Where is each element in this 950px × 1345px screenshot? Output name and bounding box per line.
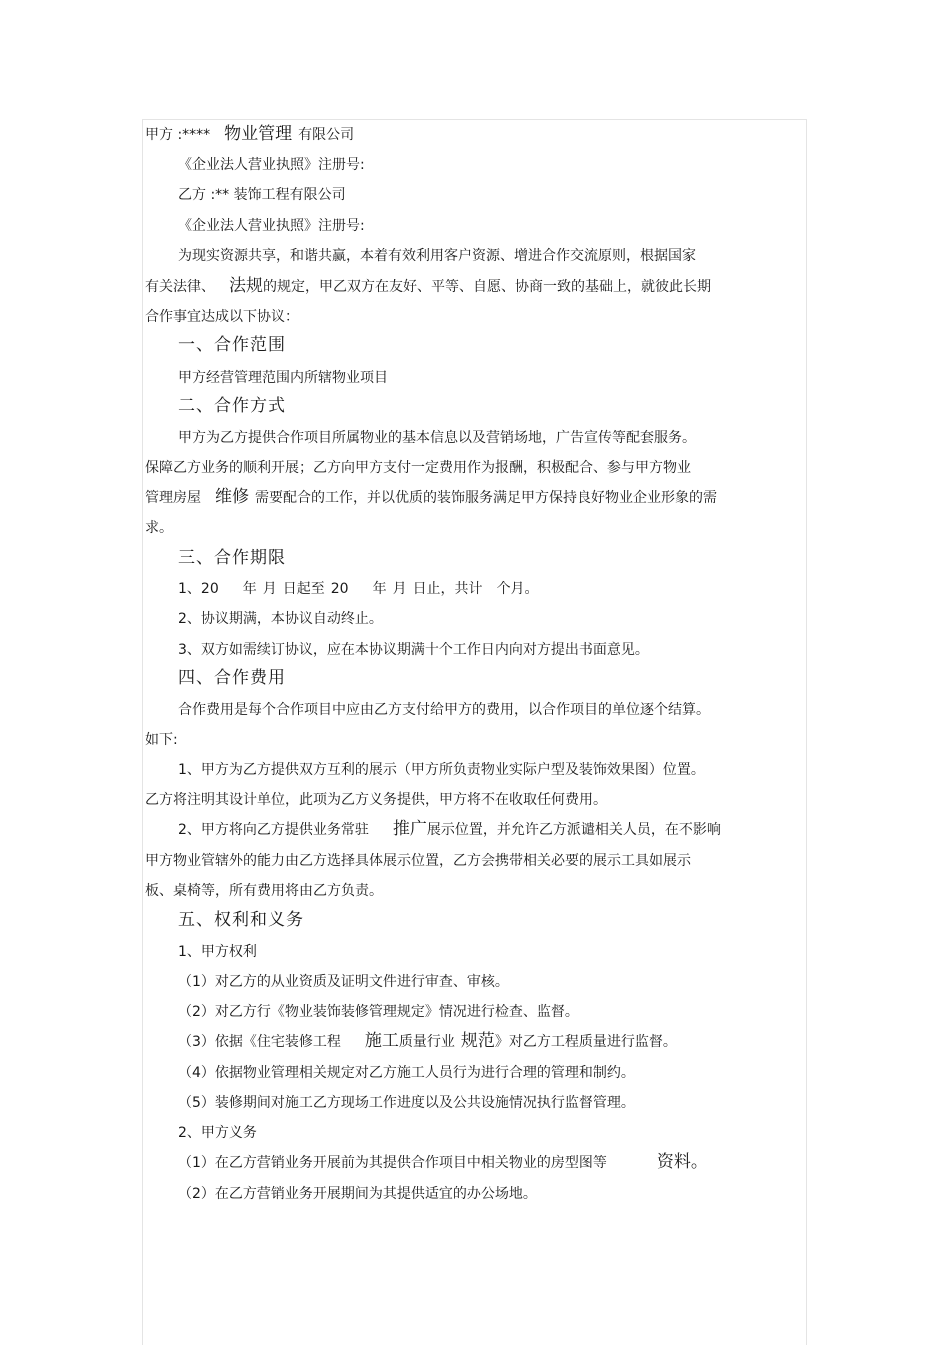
party-a-line [145,124,354,145]
section-4-line-2: 如下: [145,732,178,748]
duties-title: 2、甲方义务 [178,1125,257,1141]
section-2-line-3-big: 维修 [215,487,249,507]
term-end-year: 20 [330,581,349,597]
right-2: （2）对乙方行《物业装饰装修管理规定》情况进行检查、监督。 [178,1004,579,1020]
right-3-a: （3）依据《住宅装修工程 [178,1034,341,1050]
section-3-item-2: 2、协议期满，本协议自动终止。 [178,611,383,627]
section-4-item-2-line-3: 板、桌椅等，所有费用将由乙方负责。 [145,883,383,899]
right-3-big-1: 施工 [364,1031,399,1051]
section-4-item-2-big: 推广 [392,819,427,839]
intro-line-3: 合作事宜达成以下协议： [145,309,299,325]
section-3-title: 三、合作期限 [178,548,286,568]
duty-1-big: 资料。 [656,1152,708,1172]
intro-line-2-a: 有关法律、 [145,279,215,295]
section-4-line-1: 合作费用是每个合作项目中应由乙方支付给甲方的费用，以合作项目的单位逐个结算。 [178,702,710,718]
term-months-label: 个月。 [496,581,539,597]
section-1-title: 一、合作范围 [178,335,286,355]
party-a-name: 物业管理 [224,124,293,144]
term-start-year: 1、20 [178,581,219,597]
license-a: 《企业法人营业执照》注册号: [178,157,365,173]
right-1: （1）对乙方的从业资质及证明文件进行审查、审核。 [178,974,509,990]
section-2-line-3-b: 需要配合的工作，并以优质的装饰服务满足甲方保持良好物业企业形象的需 [255,490,717,506]
section-4-item-2-b: 展示位置，并允许乙方派谴相关人员，在不影响 [426,822,721,838]
section-2-line-3-a: 管理房屋 [145,490,201,506]
right-4: （4）依据物业管理相关规定对乙方施工人员行为进行合理的管理和制约。 [178,1065,635,1081]
section-3-item-1 [178,579,539,599]
term-month-label: 月 [262,581,277,597]
intro-line-2 [145,276,711,297]
duty-1-a: （1）在乙方营销业务开展前为其提供合作项目中相关物业的房型图等 [178,1155,607,1171]
term-end-year-label: 年 [372,581,387,597]
section-4-item-2-a: 2、甲方将向乙方提供业务常驻 [178,822,369,838]
intro-line-2-big: 法规 [229,276,263,296]
intro-line-1: 为现实资源共享，和谐共赢，本着有效利用客户资源、增进合作交流原则，根据国家 [178,248,696,264]
party-a-prefix: 甲方 :**** [145,127,211,143]
party-b-line: 乙方 :** 装饰工程有限公司 [178,187,346,203]
party-a-suffix: 有限公司 [298,127,355,143]
section-5-title: 五、权利和义务 [178,910,304,930]
intro-line-2-b: 的规定，甲乙双方在友好、平等、自愿、协商一致的基础上，就彼此长期 [263,279,711,295]
right-3-c: 》对乙方工程质量进行监督。 [494,1034,677,1050]
section-2-title: 二、合作方式 [178,396,286,416]
term-from-label: 日起至 [282,581,325,597]
right-5: （5）装修期间对施工乙方现场工作进度以及公共设施情况执行监督管理。 [178,1095,635,1111]
duty-2: （2）在乙方营销业务开展期间为其提供适宜的办公场地。 [178,1186,537,1202]
section-2-line-4: 求。 [145,520,173,536]
right-3-big-2: 规范 [460,1031,495,1051]
section-4-title: 四、合作费用 [178,668,286,688]
section-1-text: 甲方经营管理范围内所辖物业项目 [178,370,388,386]
right-3 [178,1031,677,1052]
section-2-line-3 [145,487,717,508]
section-2-line-2: 保障乙方业务的顺利开展；乙方向甲方支付一定费用作为报酬，积极配合、参与甲方物业 [145,460,691,476]
term-end-month-label: 月 [392,581,407,597]
section-2-line-1: 甲方为乙方提供合作项目所属物业的基本信息以及营销场地，广告宣传等配套服务。 [178,430,696,446]
section-3-item-3: 3、双方如需续订协议，应在本协议期满十个工作日内向对方提出书面意见。 [178,642,649,658]
term-year-label: 年 [242,581,257,597]
duty-1 [178,1152,708,1173]
license-b: 《企业法人营业执照》注册号: [178,218,365,234]
section-4-item-2-line-2: 甲方物业管辖外的能力由乙方选择具体展示位置，乙方会携带相关必要的展示工具如展示 [145,853,691,869]
section-4-item-1-line-1: 1、甲方为乙方提供双方互利的展示（甲方所负责物业实际户型及装饰效果图）位置。 [178,762,705,778]
rights-title: 1、甲方权利 [178,944,257,960]
right-3-b: 质量行业 [398,1034,455,1050]
section-4-item-2-line-1 [178,819,721,840]
term-to-label: 日止，共计 [412,581,483,597]
section-4-item-1-line-2: 乙方将注明其设计单位，此项为乙方义务提供，甲方将不在收取任何费用。 [145,792,607,808]
